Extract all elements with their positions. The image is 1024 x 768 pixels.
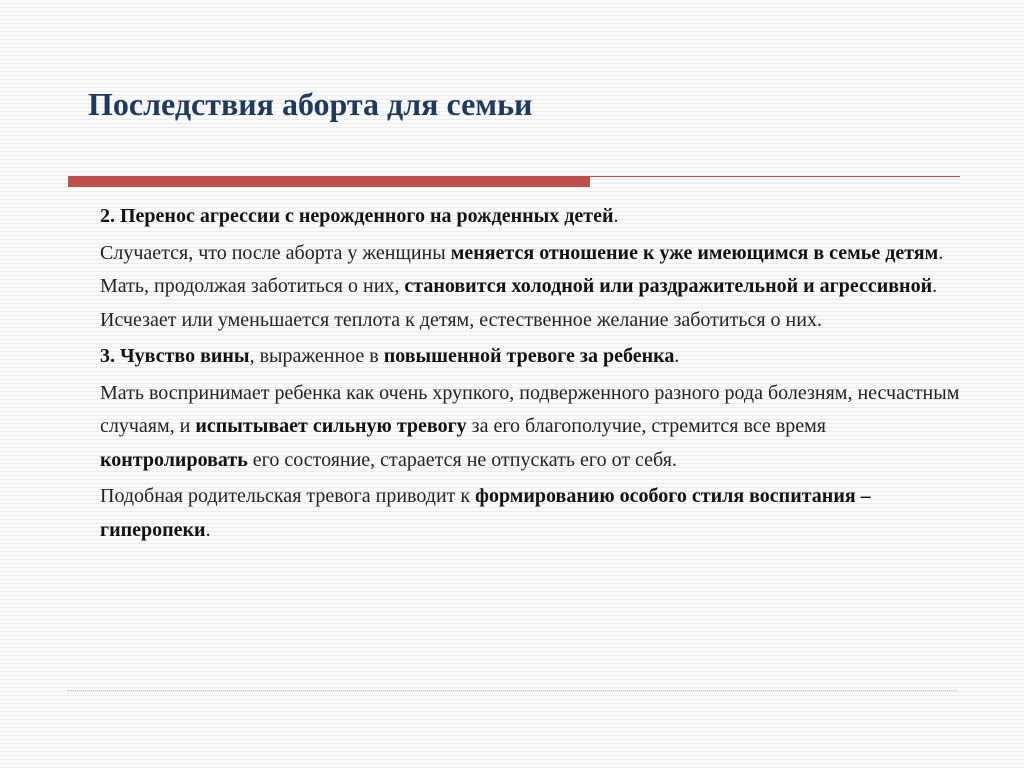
section-3-paragraph-1: Мать воспринимает ребенка как очень хрупкого, подверженного разного рода болезням, несчастным случаям, и испытывает сильную тревогу за его благополучие, стремится все время контролировать его состояние, старается не отпускать его от себя. [100, 381, 960, 471]
section-3-paragraph-2: Подобная родительская тревога приводит к формированию особого стиля воспитания – гиперопеки. [100, 485, 871, 541]
section-2-heading: 2. Перенос агрессии с нерожденного на рожденных детей. [100, 205, 619, 227]
footer-divider [68, 690, 956, 691]
section-3-heading: 3. Чувство вины, выраженное в повышенной тревоге за ребенка. [100, 345, 680, 367]
accent-line [590, 176, 960, 177]
accent-bar [68, 176, 590, 187]
slide-body [100, 200, 970, 550]
section-2-paragraph: Случается, что после аборта у женщины меняется отношение к уже имеющимся в семье детям. Мать, продолжая заботиться о них, становится холодной или раздражительной и агрессивной. Исчезает или уменьшается теплота к детям, естественное желание заботиться о них. [100, 241, 944, 331]
slide-title: Последствия аборта для семьи [88, 86, 533, 122]
